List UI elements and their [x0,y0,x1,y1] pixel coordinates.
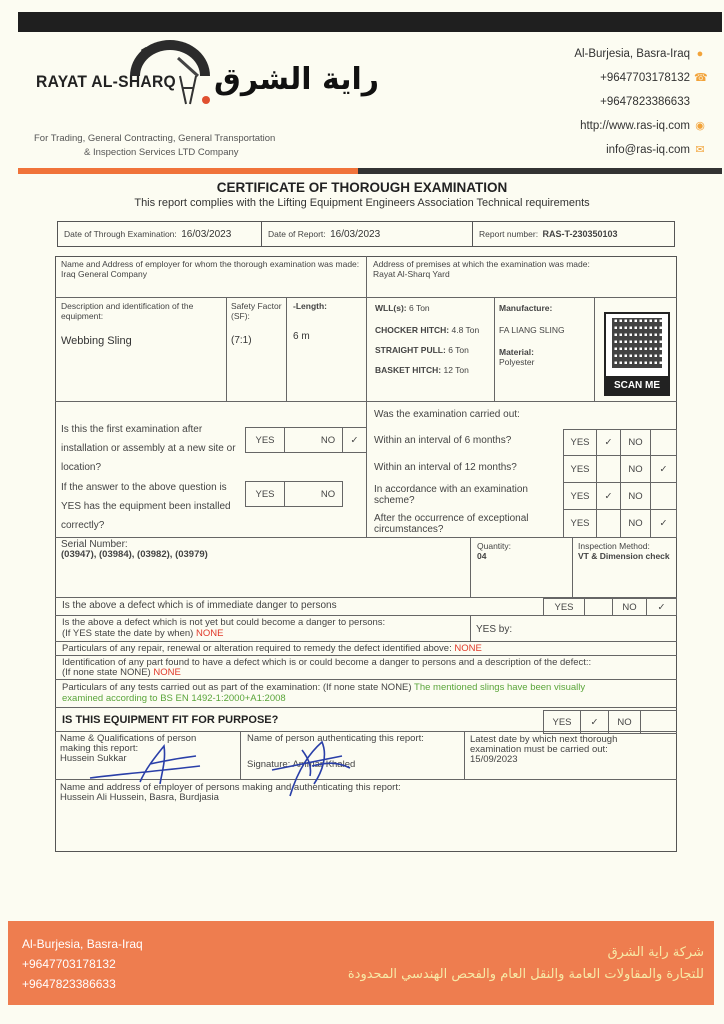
globe-icon: ◉ [695,120,705,132]
scan-me-label: SCAN ME [606,376,668,394]
yes-by-label: YES by: [476,624,513,635]
quantity-label: Quantity: [477,541,512,551]
exceptional-no[interactable]: NO [621,510,651,538]
basket-value: 12 Ton [443,365,469,375]
report-number-cell [472,222,674,246]
company-tagline [34,132,275,160]
not-yet-question: Is the above a defect which is not yet but could become a danger to persons: [62,617,386,628]
material-label: Material: [499,347,534,357]
footer-address: Al-Burjesia, Basra-Iraq [22,937,143,951]
serial-value: (03947), (03984), (03982), (03979) [61,549,208,560]
fit-no[interactable]: NO [609,710,641,734]
immediate-yes[interactable]: YES [543,598,585,616]
interval12-no[interactable]: NO [621,456,651,483]
interval12-yes[interactable]: YES [563,456,597,483]
tagline-line-2: & Inspection Services LTD Company [84,147,239,158]
premises-label: Address of premises at which the examination was made: [373,259,590,269]
auth-label: Name of person authenticating this report: [247,733,424,744]
qr-code[interactable] [604,312,670,396]
footer-ar-line1: شركة راية الشرق [607,945,704,960]
quantity-cell [471,538,573,598]
date-report-value: 16/03/2023 [330,228,381,240]
tests-value-2: examined according to BS EN 1492-1:2000+A1:2008 [62,693,286,704]
scheme-no[interactable]: NO [621,483,651,510]
first-exam-no-check: ✓ [343,427,367,453]
method-value: VT & Dimension check [578,551,670,561]
safety-factor-value: (7:1) [231,335,252,346]
envelope-icon: ✉ [695,144,705,156]
date-report-cell [262,222,472,246]
date-row [57,221,675,247]
repair-question: Particulars of any repair, renewal or alteration required to remedy the defect identified above: [62,643,452,654]
manufacture-label: Manufacture: [499,303,553,313]
equipment-desc-label: Description and identification of the equipment: [61,301,194,321]
header-website[interactable] [580,120,706,132]
maker-value: Hussein Sukkar [60,753,127,764]
employer-cell [55,256,367,298]
immediate-yes-box [585,598,613,616]
next-exam-value: 15/09/2023 [470,754,518,765]
header-divider-orange [18,168,358,174]
next-exam-label: Latest date by which next thorough examination must be carried out: [470,734,618,755]
equipment-desc-cell [55,298,227,402]
yes-by-divider [470,616,471,642]
header-phone2-text: +9647823386633 [600,96,690,109]
scheme-no-box [651,483,677,510]
scheme-yes-check: ✓ [597,483,621,510]
employer-label: Name and Address of employer for whom the thorough examination was made: [61,259,360,269]
date-exam-cell [58,222,262,246]
safety-factor-label: Safety Factor (SF): [231,301,282,321]
header-phone1-text: +9647703178132 [600,72,690,85]
wll-cell [367,298,495,402]
immediate-no[interactable]: NO [613,598,647,616]
interval12-question: Within an interval of 12 months? [374,462,517,473]
header-phone2 [600,96,706,108]
interval6-no[interactable]: NO [621,429,651,456]
header-email-text[interactable]: info@ras-iq.com [606,144,690,157]
employer-auth-label: Name and address of employer of persons making and authenticating this report: [60,782,401,793]
tests-question: Particulars of any tests carried out as part of the examination: (If none state NONE) [62,682,412,693]
installed-no[interactable]: NO [320,488,336,500]
location-pin-icon: ● [696,48,704,60]
header-divider-dark [300,168,722,174]
tests-value-1: The mentioned slings have been visually [414,682,586,693]
interval6-yes-check: ✓ [597,429,621,456]
serial-label: Serial Number: [61,539,128,550]
fit-yes-check: ✓ [581,710,609,734]
not-yet-none: NONE [195,628,224,639]
tests-line1 [62,683,585,693]
first-exam-yes[interactable]: YES [245,427,285,453]
date-report-label: Date of Report: [268,229,326,239]
interval12-no-check: ✓ [651,456,677,483]
fit-question: IS THIS EQUIPMENT FIT FOR PURPOSE? [62,714,279,726]
spacer-icon [694,96,706,108]
immediate-question: Is the above a defect which is of immediate danger to persons [62,600,337,611]
identification-none: NONE [153,667,181,678]
date-exam-label: Date of Through Examination: [64,229,177,239]
exceptional-no-check: ✓ [651,510,677,538]
header-email[interactable] [606,144,706,156]
wll-value: 6 Ton [409,303,430,313]
interval6-no-box [651,429,677,456]
header-phone1 [600,72,706,84]
length-cell [287,298,367,402]
choker-label: CHOCKER HITCH: [375,325,450,335]
first-exam-no[interactable]: NO [320,434,336,446]
scheme-yes[interactable]: YES [563,483,597,510]
immediate-no-check: ✓ [647,598,677,616]
qr-pattern-icon [612,318,662,368]
installed-yes[interactable]: YES [245,481,285,507]
repair-line [62,644,482,654]
header-address-text: Al-Burjesia, Basra-Iraq [574,48,690,61]
auth-value: Ammar Khaled [292,759,356,770]
company-name-ar: راية الشرق [214,62,380,97]
material-value: Polyester [499,357,535,367]
basket-label: BASKET HITCH: [375,365,442,375]
premises-cell [367,256,677,298]
scheme-question: In accordance with an examination scheme? [374,484,528,506]
interval6-yes[interactable]: YES [563,429,597,456]
company-name-en: RAYAT AL-SHARQ [36,72,177,91]
manufacture-cell [495,298,595,402]
footer-ar-line2: للتجارة والمقاولات العامة والنقل العام والفحص الهندسي المحدودة [347,967,704,982]
method-label: Inspection Method: [578,541,650,551]
wll-label: WLL(s): [375,303,407,313]
method-cell [573,538,677,598]
footer-arabic [348,942,704,986]
employer-auth-value: Hussein Ali Hussein, Basra, Burdjasia [60,792,219,803]
equipment-desc-value: Webbing Sling [61,335,132,347]
header-address [574,48,706,60]
auth-sig-label: Signature: [247,759,291,770]
interval12-yes-box [597,456,621,483]
header-website-text[interactable]: http://www.ras-iq.com [580,120,690,133]
maker-label: Name & Qualifications of person making this report: [60,733,197,754]
straight-value: 6 Ton [448,345,469,355]
serial-cell [55,538,471,598]
carried-out-label: Was the examination carried out: [374,409,520,420]
certificate-title: CERTIFICATE OF THOROUGH EXAMINATION [216,180,508,195]
first-exam-question: Is this the first examination after installation or assembly at a new site or location? [61,424,236,473]
not-yet-note: (If YES state the date by when) [62,628,194,639]
employer-value: Iraq General Company [61,269,147,279]
exceptional-yes-box [597,510,621,538]
not-yet-line2 [62,629,223,639]
safety-factor-cell [227,298,287,402]
quantity-value: 04 [477,551,487,561]
footer-contact [22,934,143,994]
installed-correctly-question: If the answer to the above question is YES has the equipment been installed correctly? [61,482,231,531]
straight-label: STRAIGHT PULL: [375,345,446,355]
footer-phone1: +9647703178132 [22,957,116,971]
top-bar [18,12,722,32]
premises-value: Rayat Al-Sharq Yard [373,269,450,279]
employer-auth-cell [55,780,677,852]
length-value: 6 m [293,331,310,342]
manufacture-value: FA LIANG SLING [499,325,565,335]
fit-yes[interactable]: YES [543,710,581,734]
repair-none: NONE [454,643,482,654]
exceptional-question: After the occurrence of exceptional circumstances? [374,513,529,535]
certificate-subtitle: This report complies with the Lifting Equipment Engineers Association Technical requirements [134,197,590,209]
tagline-line-1: For Trading, General Contracting, General Transportation [34,133,276,144]
interval6-question: Within an interval of 6 months? [374,435,512,446]
length-label: -Length: [293,301,327,311]
phone-icon: ☎ [694,72,708,84]
exceptional-yes[interactable]: YES [563,510,597,538]
identification-line2 [62,668,181,678]
footer-phone2: +9647823386633 [22,977,116,991]
date-exam-value: 16/03/2023 [181,228,232,240]
fit-no-box [641,710,677,734]
report-number-label: Report number: [479,229,539,239]
identification-question: Identification of any part found to have a defect which is or could become a danger to persons and a description of the defect:: [62,657,592,668]
identification-note: (If none state NONE) [62,667,151,678]
report-number-value: RAS-T-230350103 [542,229,618,239]
next-exam-cell [465,732,677,780]
choker-value: 4.8 Ton [451,325,480,335]
